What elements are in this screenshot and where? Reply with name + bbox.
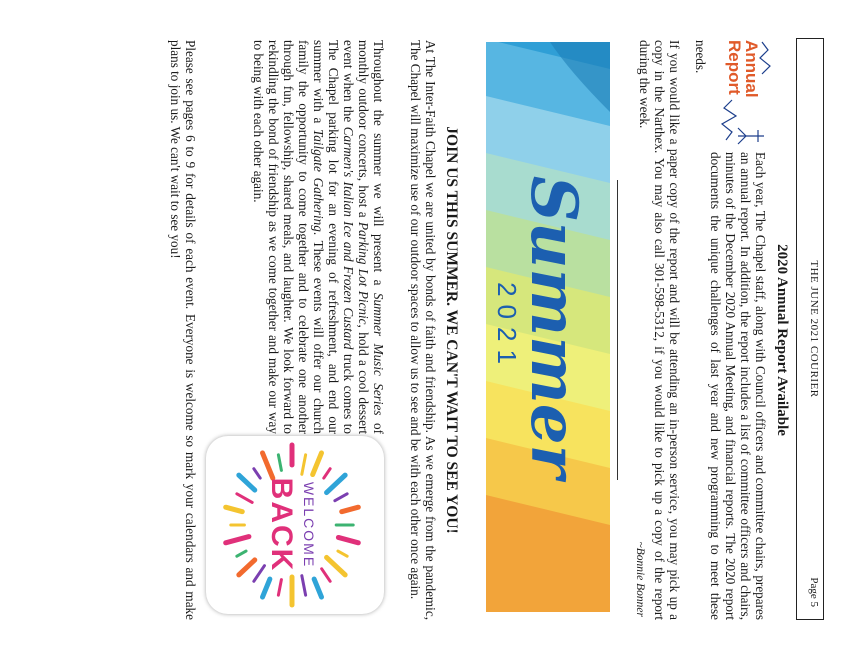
burst-ray [237, 551, 246, 556]
burst-ray [237, 494, 252, 503]
burst-ray [226, 507, 243, 511]
burst-ray [327, 475, 346, 492]
events-text: Throughout the summer we will present a [371, 40, 386, 293]
burst-ray [262, 453, 272, 478]
banner-year: 2021 [492, 282, 522, 372]
logo-word-annual: Annual [742, 40, 761, 98]
burst-ray [327, 557, 346, 574]
back-text: BACK [265, 477, 298, 573]
newsletter-title: THE JUNE 2021 COURIER [808, 260, 820, 398]
welcome-back-graphic [206, 436, 384, 614]
burst-ray [335, 494, 347, 501]
summer-2021-banner [486, 42, 610, 612]
burst-ray [322, 569, 330, 582]
burst-ray [278, 580, 281, 596]
events-paragraph [251, 40, 386, 434]
burst-ray [239, 475, 255, 490]
join-us-heading: JOIN US THIS SUMMER. WE CAN'T WAIT TO SEE YOU! [443, 126, 460, 534]
intro-paragraph: At The Inter-Faith Chapel we are united by bonds of faith and friendship. As we emerge from the pandemic, The Chapel will maximize use of our outdoor spaces to allow us to see and be with each other once again. [408, 40, 438, 620]
burst-ray [302, 576, 306, 595]
burst-ray [278, 455, 281, 471]
events-text: . These events will offer our church family the opportunity to come together and to celebrate one another through fun, fellowship, shared meals, and laughter. We look forward to rekindling the bond of friendship as we come together and make our way to being with each other again. [251, 40, 326, 434]
annual-report-heading: 2020 Annual Report Available [774, 244, 790, 436]
burst-ray [313, 453, 322, 475]
summer-script-word: Summer [516, 175, 591, 479]
event-summer-music-series: Summer Music Series [371, 292, 386, 416]
burst-ray [338, 537, 358, 542]
burst-ray [226, 537, 249, 543]
event-carmens-italian-ice: Carmen's Italian Ice and Frozen Custard [341, 126, 356, 350]
closing-paragraph: Please see pages 6 to 9 for details of each event. Everyone is welcome so mark your calendars and make plans to join us. We can't wait to see you! [168, 40, 198, 620]
summer-banner-graphic [486, 42, 610, 612]
logo-word-report: Report [725, 40, 744, 95]
event-parking-lot-picnic: Parking Lot Picnic [356, 222, 371, 325]
burst-ray [302, 455, 306, 474]
annual-report-pickup-paragraph: If you would like a paper copy of the report and will be attending an in-person service, you may pick up a copy in the Narthex. You may also call 301-598-5312, if you would like to pick up a copy of the report during the week. [637, 40, 682, 620]
events-text: of monthly outdoor concerts, host a [356, 40, 386, 434]
event-tailgate-gathering: Tailgate Gathering [311, 129, 326, 232]
author-signature: ~Bonnie Bonner [634, 541, 646, 617]
burst-ray [239, 560, 255, 575]
section-divider [617, 180, 618, 480]
burst-ray [314, 579, 321, 597]
welcome-text: WELCOME [301, 481, 317, 569]
burst-ray [338, 551, 347, 556]
burst-ray [324, 469, 330, 478]
page-number: Page 5 [808, 577, 820, 607]
annual-report-text: Each year, The Chapel staff, along with Council officers and committee chairs, prepares an annual report. In addition, the report includes a list of committee officers and chairs, minutes of the December 2020 Annual Meeting, and financial reports. The 2020 report documents the unique challenges of last year and new programming to meet these needs. [693, 40, 768, 620]
events-text: , hold a cool dessert event when the [341, 40, 371, 435]
burst-ray [254, 566, 265, 582]
burst-ray [342, 507, 359, 511]
burst-ray [262, 579, 269, 597]
welcome-back-burst [206, 436, 384, 614]
events-text: truck comes to The Chapel parking lot for an evening of refreshment, and end our summer with a [311, 40, 356, 435]
burst-ray [254, 469, 260, 478]
annual-report-paragraph [693, 40, 768, 620]
